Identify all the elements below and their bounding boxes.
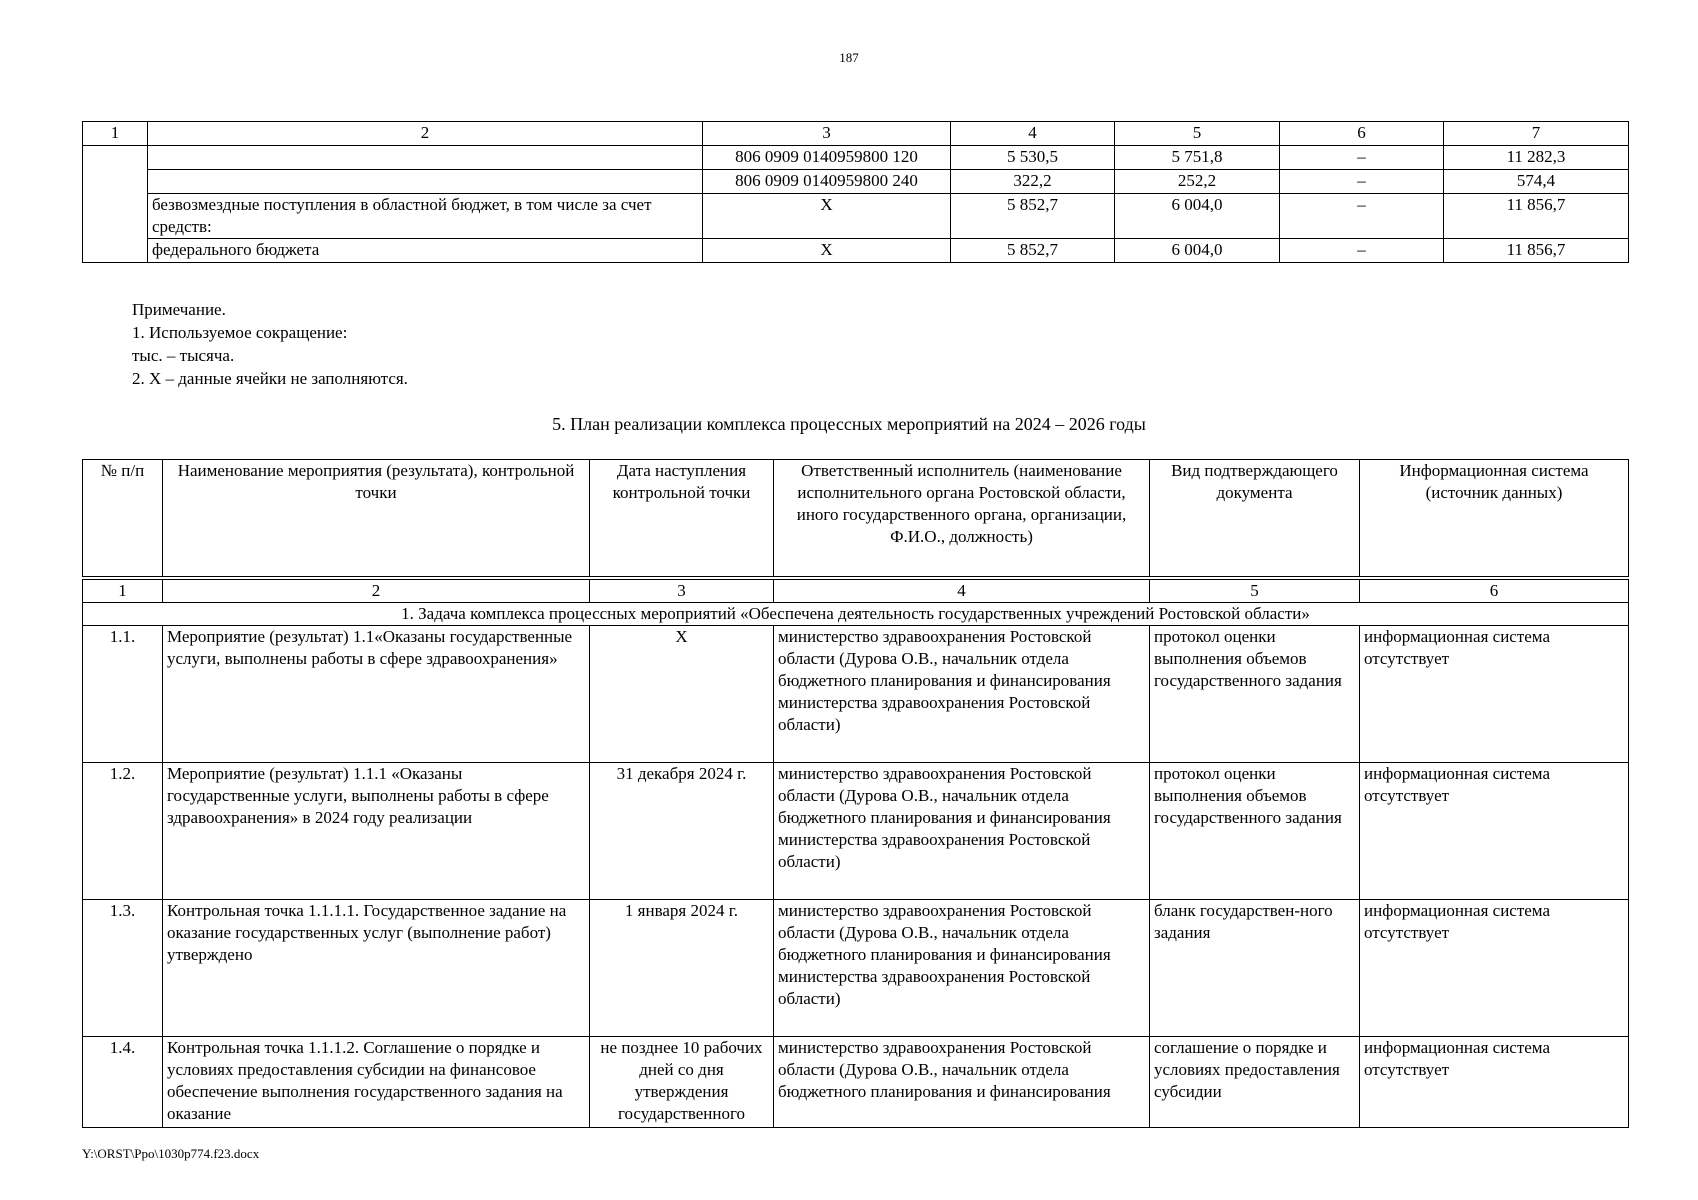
plan-cell-name: Контрольная точка 1.1.1.1. Государственное задание на оказание государственных услуг (выполнение работ) утверждено (163, 900, 590, 1037)
budget-cell-code: 806 0909 0140959800 120 (703, 146, 951, 170)
plan-header-cell: Наименование мероприятия (результата), контрольной точки (163, 460, 590, 579)
plan-cell-document: бланк государствен-ного задания (1150, 900, 1360, 1037)
budget-cell: 11 282,3 (1444, 146, 1629, 170)
budget-merged-cell (83, 146, 148, 263)
budget-row (83, 239, 1629, 263)
budget-cell (148, 146, 703, 170)
budget-row (83, 194, 1629, 239)
plan-cell-executor: министерство здравоохранения Ростовской области (Дурова О.В., начальник отдела бюджетного планирования и финансирования (774, 1037, 1150, 1128)
budget-cell: – (1280, 146, 1444, 170)
notes-line: тыс. – тысяча. (132, 346, 235, 365)
plan-cell-system: информационная система отсутствует (1360, 900, 1629, 1037)
plan-header-cell: Вид подтверждающего документа (1150, 460, 1360, 579)
notes-line: 1. Используемое сокращение: (132, 323, 348, 342)
section-title: 5. План реализации комплекса процессных мероприятий на 2024 – 2026 годы (552, 414, 1146, 434)
budget-header-cell: 7 (1444, 122, 1629, 146)
table-row (83, 626, 1629, 763)
plan-cell-date: не позднее 10 рабочих дней со дня утверждения государственного (590, 1037, 774, 1128)
budget-cell: 322,2 (951, 170, 1115, 194)
budget-header-cell: 5 (1115, 122, 1280, 146)
budget-header-cell: 6 (1280, 122, 1444, 146)
plan-header-cell: Ответственный исполнитель (наименование исполнительного органа Ростовской области, иного государственного органа, организации, Ф.И.О., должность) (774, 460, 1150, 579)
budget-cell: 6 004,0 (1115, 239, 1280, 263)
budget-cell: 11 856,7 (1444, 194, 1629, 239)
plan-column-number: 4 (774, 578, 1150, 603)
plan-cell-number: 1.1. (83, 626, 163, 763)
plan-cell-system: информационная система отсутствует (1360, 763, 1629, 900)
plan-cell-name: Мероприятие (результат) 1.1«Оказаны государственные услуги, выполнены работы в сфере здравоохранения» (163, 626, 590, 763)
budget-cell: безвозмездные поступления в областной бюджет, в том числе за счет средств: (148, 194, 703, 239)
budget-cell-code: X (703, 194, 951, 239)
budget-cell: 5 751,8 (1115, 146, 1280, 170)
budget-cell: – (1280, 239, 1444, 263)
table-row (83, 763, 1629, 900)
table-row (83, 900, 1629, 1037)
table-row (83, 1037, 1629, 1128)
plan-task-row (83, 603, 1629, 626)
budget-cell: 11 856,7 (1444, 239, 1629, 263)
budget-cell: 252,2 (1115, 170, 1280, 194)
plan-cell-document: протокол оценки выполнения объемов государственного задания (1150, 763, 1360, 900)
plan-cell-document: соглашение о порядке и условиях предоставления субсидии (1150, 1037, 1360, 1128)
plan-cell-number: 1.4. (83, 1037, 163, 1128)
budget-cell: 5 530,5 (951, 146, 1115, 170)
budget-header-cell: 1 (83, 122, 148, 146)
notes-block (132, 298, 408, 390)
plan-table (82, 459, 1629, 1128)
budget-cell: – (1280, 170, 1444, 194)
budget-cell: федерального бюджета (148, 239, 703, 263)
notes-line: 2. Х – данные ячейки не заполняются. (132, 369, 408, 388)
plan-column-number-row (83, 578, 1629, 603)
plan-cell-executor: министерство здравоохранения Ростовской области (Дурова О.В., начальник отдела бюджетного планирования и финансирования министерства здравоохранения Ростовской области) (774, 626, 1150, 763)
notes-title: Примечание. (132, 300, 226, 319)
plan-header-cell: Информационная система (источник данных) (1360, 460, 1629, 579)
plan-cell-date: 1 января 2024 г. (590, 900, 774, 1037)
plan-cell-document: протокол оценки выполнения объемов государственного задания (1150, 626, 1360, 763)
budget-table (82, 121, 1629, 263)
page-number: 187 (839, 50, 859, 65)
plan-cell-executor: министерство здравоохранения Ростовской области (Дурова О.В., начальник отдела бюджетного планирования и финансирования министерства здравоохранения Ростовской области) (774, 763, 1150, 900)
plan-column-number: 5 (1150, 578, 1360, 603)
budget-cell (148, 170, 703, 194)
budget-cell: – (1280, 194, 1444, 239)
budget-header-cell: 2 (148, 122, 703, 146)
plan-cell-number: 1.3. (83, 900, 163, 1037)
plan-column-number: 3 (590, 578, 774, 603)
budget-cell-code: X (703, 239, 951, 263)
footer-file-path: Y:\ORST\Ppo\1030p774.f23.docx (82, 1146, 260, 1161)
budget-row (83, 170, 1629, 194)
budget-cell: 574,4 (1444, 170, 1629, 194)
plan-cell-number: 1.2. (83, 763, 163, 900)
plan-cell-name: Контрольная точка 1.1.1.2. Соглашение о порядке и условиях предоставления субсидии на финансовое обеспечение выполнения государственного задания на оказание (163, 1037, 590, 1128)
plan-cell-executor: министерство здравоохранения Ростовской области (Дурова О.В., начальник отдела бюджетного планирования и финансирования министерства здравоохранения Ростовской области) (774, 900, 1150, 1037)
plan-cell-name: Мероприятие (результат) 1.1.1 «Оказаны государственные услуги, выполнены работы в сфере здравоохранения» в 2024 году реализации (163, 763, 590, 900)
plan-cell-date: 31 декабря 2024 г. (590, 763, 774, 900)
plan-column-number: 2 (163, 578, 590, 603)
budget-cell: 6 004,0 (1115, 194, 1280, 239)
budget-header-row (83, 122, 1629, 146)
budget-header-cell: 4 (951, 122, 1115, 146)
plan-header-row (83, 460, 1629, 579)
plan-column-number: 1 (83, 578, 163, 603)
budget-cell: 5 852,7 (951, 239, 1115, 263)
plan-cell-system: информационная система отсутствует (1360, 626, 1629, 763)
plan-header-cell: № п/п (83, 460, 163, 579)
plan-cell-date: X (590, 626, 774, 763)
plan-task-title: 1. Задача комплекса процессных мероприятий «Обеспечена деятельность государственных учреждений Ростовской области» (83, 603, 1629, 626)
budget-cell: 5 852,7 (951, 194, 1115, 239)
plan-cell-system: информационная система отсутствует (1360, 1037, 1629, 1128)
budget-cell-code: 806 0909 0140959800 240 (703, 170, 951, 194)
plan-header-cell: Дата наступления контрольной точки (590, 460, 774, 579)
budget-header-cell: 3 (703, 122, 951, 146)
plan-column-number: 6 (1360, 578, 1629, 603)
budget-row (83, 146, 1629, 170)
